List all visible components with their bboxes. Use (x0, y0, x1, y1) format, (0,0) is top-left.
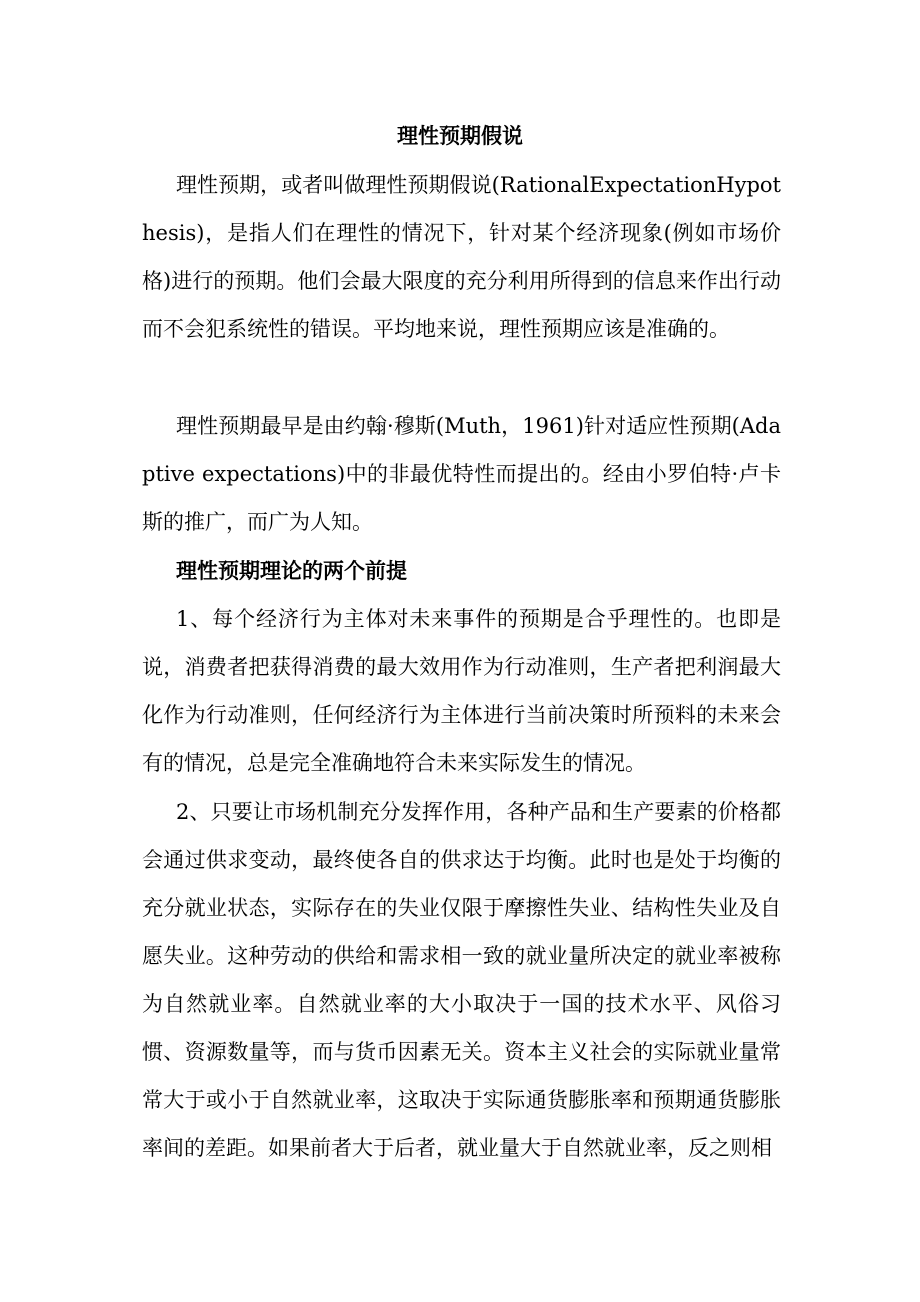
section-heading-premises: 理性预期理论的两个前提 (176, 558, 407, 583)
paragraph-definition: 理性预期，或者叫做理性预期假说(RationalExpectationHypothesis)，是指人们在理性的情况下，针对某个经济现象(例如市场价格)进行的预期。他们会最大限度的充分利用所得到的信息来作出行动而不会犯系统性的错误。平均地来说，理性预期应该是准确的。 (142, 173, 781, 341)
premise-1: 1、每个经济行为主体对未来事件的预期是合乎理性的。也即是说，消费者把获得消费的最大效用作为行动准则，生产者把利润最大化作为行动准则，任何经济行为主体进行当前决策时所预料的未来会有的情况，总是完全准确地符合未来实际发生的情况。 (142, 607, 781, 775)
premise-2: 2、只要让市场机制充分发挥作用，各种产品和生产要素的价格都会通过供求变动，最终使各自的供求达于均衡。此时也是处于均衡的充分就业状态，实际存在的失业仅限于摩擦性失业、结构性失业及自愿失业。这种劳动的供给和需求相一致的就业量所决定的就业率被称为自然就业率。自然就业率的大小取决于一国的技术水平、风俗习惯、资源数量等，而与货币因素无关。资本主义社会的实际就业量常常大于或小于自然就业率，这取决于实际通货膨胀率和预期通货膨胀率间的差距。如果前者大于后者，就业量大于自然就业率，反之则相 (142, 800, 781, 1160)
paragraph-origin: 理性预期最早是由约翰·穆斯(Muth，1961)针对适应性预期(Adaptive expectations)中的非最优特性而提出的。经由小罗伯特·卢卡斯的推广，而广为人知。 (142, 414, 781, 534)
document-title: 理性预期假说 (397, 123, 523, 148)
